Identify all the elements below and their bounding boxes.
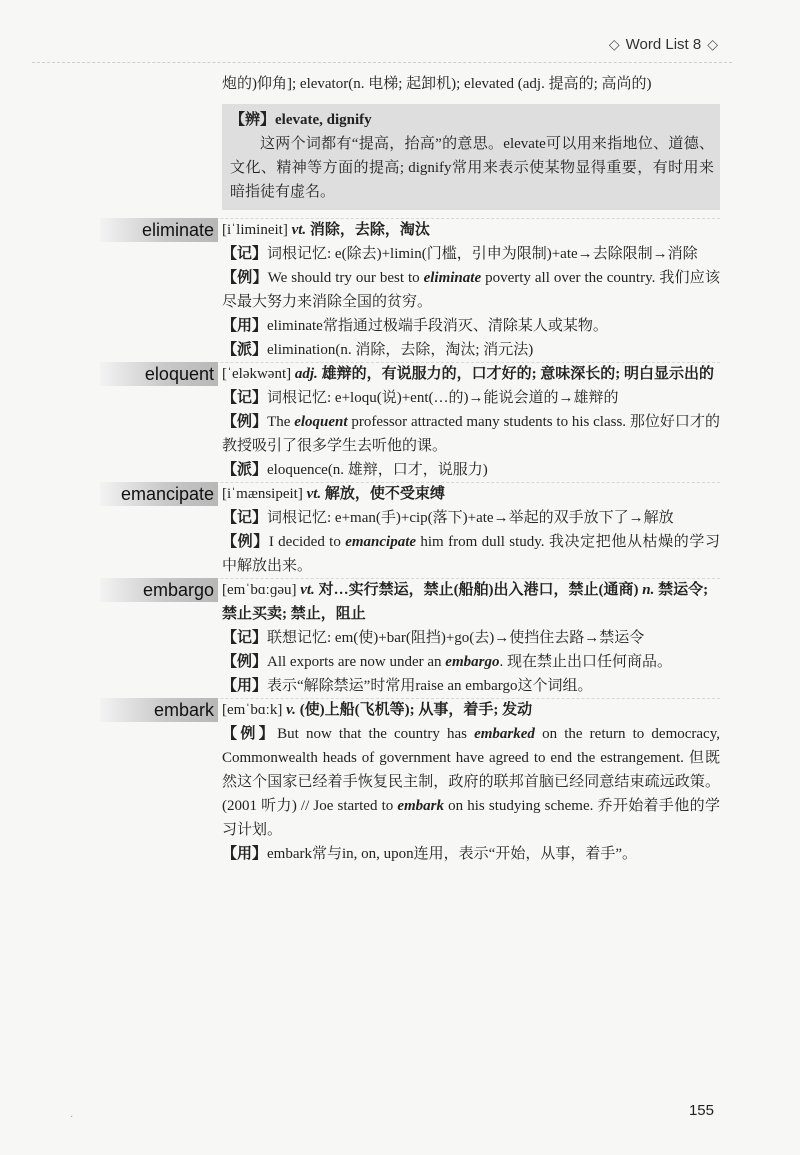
example-line: 【例】But now that the country has embarked on the return to democracy, Commonwealth heads of government have agreed to end the estrangement. 但既然这个国家已经着手恢复民主制，政府的联邦首脑已经同意结束疏远政策。(2001 听力) // Joe started to embark on his studying scheme. 乔开始着手他的学习计划。: [222, 726, 720, 838]
note-heading: 【辨】elevate, dignify: [230, 112, 372, 128]
diamond-icon: ◇: [707, 36, 718, 52]
headword: eloquent: [100, 362, 218, 386]
note-text: 这两个词都有“提高，抬高”的意思。elevate可以用来指地位、道德、文化、精神等方面的提高; dignify常用来表示使某物显得重要，有时用来暗指徒有虚名。: [230, 136, 714, 200]
entry-head: [iˈmænsipeit] vt. 解放，使不受束缚: [222, 486, 445, 502]
entry-embark: [153, 698, 720, 866]
entry-head: [iˈlimineit] vt. 消除，去除，淘汰: [222, 222, 430, 238]
note-box: [222, 104, 720, 210]
memory-line: 【记】联想记忆: em(使)+bar(阻挡)+go(去)→使挡住去路→禁运令: [222, 630, 645, 646]
header-divider: [32, 62, 732, 63]
entry-embargo: [142, 578, 720, 698]
example-line: 【例】All exports are now under an embargo. 现在禁止出口任何商品。: [222, 654, 672, 670]
usage-line: 【用】embark常与in, on, upon连用，表示“开始，从事，着手”。: [222, 846, 637, 862]
headword: emancipate: [100, 482, 218, 506]
intro-text: 炮的)仰角]; elevator(n. 电梯; 起卸机); elevated (adj. 提高的; 高尚的): [222, 76, 652, 92]
entry-head: [emˈbɑːk] v. (使)上船(飞机等); 从事，着手; 发动: [222, 702, 533, 718]
headword: embark: [100, 698, 218, 722]
header-title: Word List 8: [625, 36, 702, 53]
entry-eliminate: [141, 218, 720, 362]
memory-line: 【记】词根记忆: e(除去)+limin(门槛，引申为限制)+ate→去除限制→消除: [222, 246, 698, 262]
usage-line: 【用】表示“解除禁运”时常用raise an embargo这个词组。: [222, 678, 593, 694]
entry-emancipate: [120, 482, 720, 578]
running-header: [609, 36, 718, 53]
headword: eliminate: [100, 218, 218, 242]
memory-line: 【记】词根记忆: e+loqu(说)+ent(…的)→能说会道的→雄辩的: [222, 390, 619, 406]
memory-line: 【记】词根记忆: e+man(手)+cip(落下)+ate→举起的双手放下了→解放: [222, 510, 674, 526]
page-number: 155: [688, 1102, 714, 1119]
headword: embargo: [100, 578, 218, 602]
margin-dot: ·: [70, 1112, 74, 1123]
example-line: 【例】The eloquent professor attracted many students to his class. 那位好口才的教授吸引了很多学生去听他的课。: [222, 414, 720, 454]
entry-head: [emˈbɑːɡəu] vt. 对…实行禁运，禁止(船舶)出入港口，禁止(通商) n. 禁运令; 禁止买卖; 禁止，阻止: [222, 582, 709, 622]
page-content: [120, 72, 720, 866]
diamond-icon: ◇: [608, 36, 620, 52]
example-line: 【例】I decided to emancipate him from dull study. 我决定把他从枯燥的学习中解放出来。: [222, 534, 720, 574]
usage-line: 【用】eliminate常指通过极端手段消灭、清除某人或某物。: [222, 318, 608, 334]
derived-line: 【派】elimination(n. 消除，去除，淘汰; 消元法): [222, 342, 534, 358]
derived-line: 【派】eloquence(n. 雄辩，口才，说服力): [222, 462, 488, 478]
entry-head: [ˈeləkwənt] adj. 雄辩的，有说服力的，口才好的; 意味深长的; 明白显示出的: [222, 366, 715, 382]
entry-eloquent: [144, 362, 720, 482]
example-line: 【例】We should try our best to eliminate poverty all over the country. 我们应该尽最大努力来消除全国的贫穷。: [222, 270, 720, 310]
